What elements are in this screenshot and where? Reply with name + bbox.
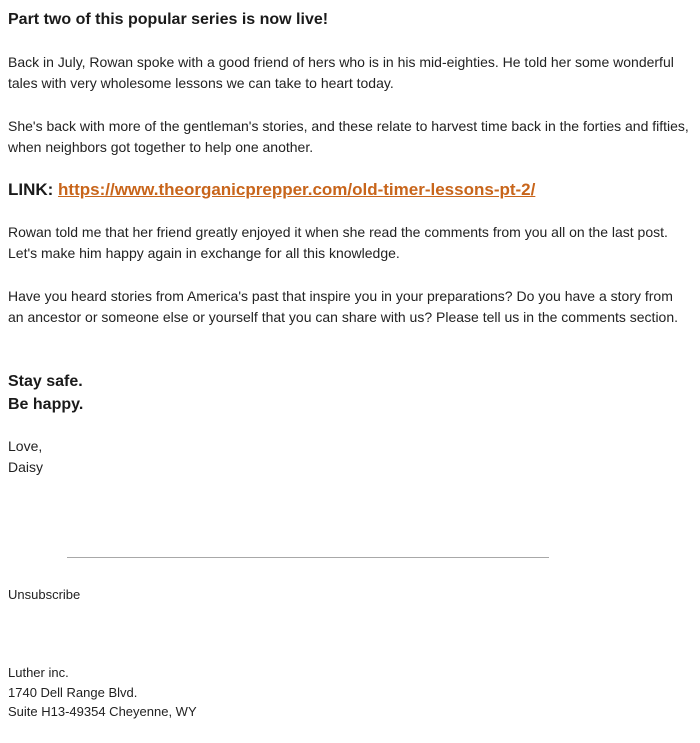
article-link[interactable]: https://www.theorganicprepper.com/old-timer-lessons-pt-2/	[58, 180, 536, 199]
body-paragraph: Have you heard stories from America's past that inspire you in your preparations? Do you have a story from an ancestor or someone else or yourself that you can share with us? Please tell us in the comments section.	[8, 288, 679, 325]
closing	[8, 436, 43, 478]
footer-divider	[67, 557, 549, 558]
body-paragraph: She's back with more of the gentleman's stories, and these relate to harvest time back in the forties and fifties, when neighbors got together to help one another.	[8, 118, 689, 155]
signoff-line: Stay safe.	[8, 373, 83, 390]
sender-address	[8, 663, 197, 722]
signoff	[8, 370, 83, 416]
body-paragraph: Rowan told me that her friend greatly enjoyed it when she read the comments from you all on the last post. Let's make him happy again in exchange for all this knowledge.	[8, 224, 668, 261]
signoff-line: Be happy.	[8, 396, 84, 413]
closing-line: Love,	[8, 438, 43, 454]
email-headline: Part two of this popular series is now live!	[8, 11, 329, 28]
link-prefix: LINK:	[8, 180, 59, 199]
body-paragraph: Back in July, Rowan spoke with a good friend of hers who is in his mid-eighties. He told her some wonderful tales with very wholesome lessons we can take to heart today.	[8, 54, 674, 91]
address-line: Suite H13-49354 Cheyenne, WY	[8, 704, 197, 719]
address-line: Luther inc.	[8, 665, 69, 680]
address-line: 1740 Dell Range Blvd.	[8, 684, 138, 700]
link-line	[8, 178, 535, 202]
unsubscribe-link[interactable]: Unsubscribe	[8, 587, 81, 602]
signature-name: Daisy	[8, 459, 44, 475]
